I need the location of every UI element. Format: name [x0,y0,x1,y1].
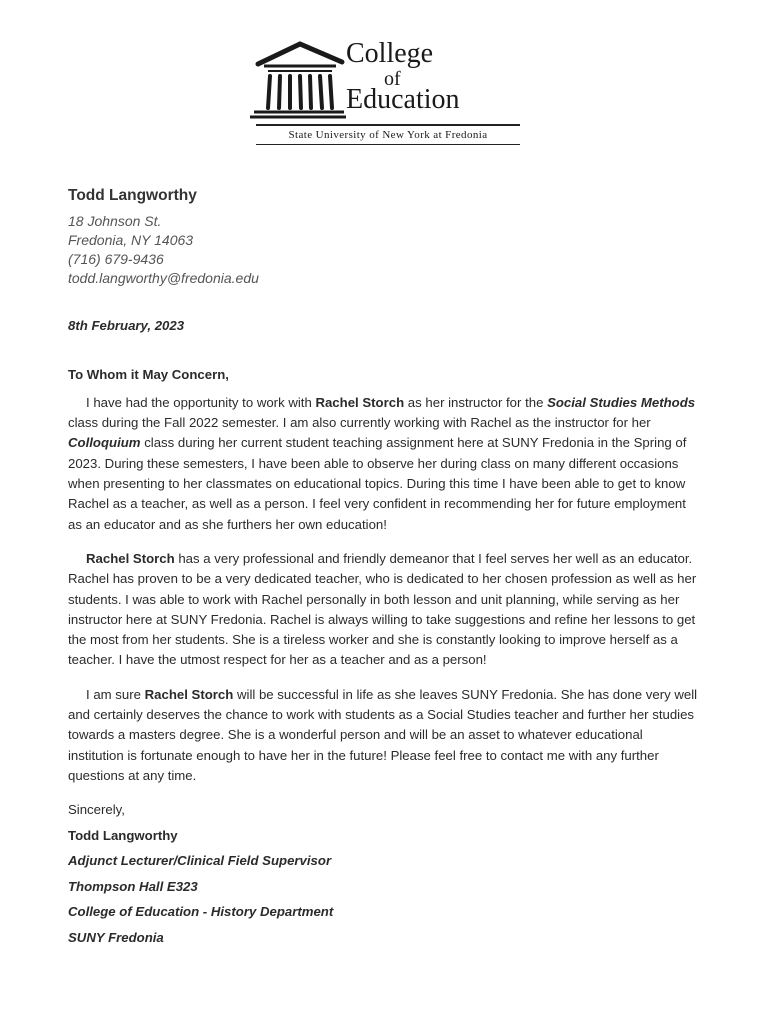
student-name: Rachel Storch [315,394,405,410]
building-columns-icon [250,38,346,122]
course-name: Social Studies Methods [547,394,696,410]
paragraph-2: Rachel Storch has a very professional and friendly demeanor that I feel serves her well as an educator. Rachel has proven to be a very dedicated teacher, who is dedicated to her chosen profession as well as her students. I was able to work with Rachel personally in both lesson and unit planning, while serving as her instructor here at SUNY Fredonia. Rachel is always willing to take suggestions and refine her lessons to get the most from her students. She is a tireless worker and she is constantly looking to improve herself as a teacher. I have the utmost respect for her as a teacher and as a person! [68,550,697,668]
logo-line-college: College [346,38,434,69]
letter-date: 8th February, 2023 [68,318,185,334]
paragraph-3: I am sure Rachel Storch will be successful in life as she leaves SUNY Fredonia. She has done very well and certainly deserves the chance to work with students as a Social Studies teacher and further her studies towards a masters degree. She is a wonderful person and will be an asset to whatever educational institution is fortunate enough to have her in the future! Please feel free to contact me with any further questions at any time. [68,686,698,783]
signature-school: SUNY Fredonia [68,929,164,945]
signature-name: Todd Langworthy [68,827,178,843]
sender-phone: (716) 679-9436 [68,251,164,268]
paragraph-1: I have had the opportunity to work with Rachel Storch as her instructor for the Social Studies Methods class during the Fall 2022 semester. I am also currently working with Rachel as the instructor for her Colloquium class during her current student teaching assignment here at SUNY Fredonia in the Spring of 2023. During these semesters, I have been able to observe her during class on many different occasions when presenting to her classmates on educational topics. During this time I have been able to get to know Rachel as a teacher, as well as a person. I feel very confident in recommending her for future employment as an educator and as she furthers her own education! [68,394,696,532]
salutation: To Whom it May Concern, [68,366,229,382]
course-name: Colloquium [68,435,141,451]
sender-name: Todd Langworthy [68,187,197,204]
sender-address [68,212,702,288]
logo-line-of: of [384,68,401,90]
college-logo [250,36,525,148]
logo-line-education: Education [346,84,460,115]
sender-city: Fredonia, NY 14063 [68,232,194,249]
sender-street: 18 Johnson St. [68,213,162,230]
sender-email: todd.langworthy@fredonia.edu [68,270,259,287]
logo-rule-bottom [256,144,520,145]
student-name: Rachel Storch [86,550,175,566]
logo-rule-top [256,124,520,126]
closing: Sincerely, [68,802,125,818]
student-name: Rachel Storch [144,686,234,702]
signature-department: College of Education - History Department [68,904,334,920]
signature-office: Thompson Hall E323 [68,878,198,894]
letter-body [68,186,702,948]
signature-title: Adjunct Lecturer/Clinical Field Supervisor [68,853,332,869]
logo-subtitle: State University of New York at Fredonia [288,129,488,141]
signature-block [68,826,702,949]
